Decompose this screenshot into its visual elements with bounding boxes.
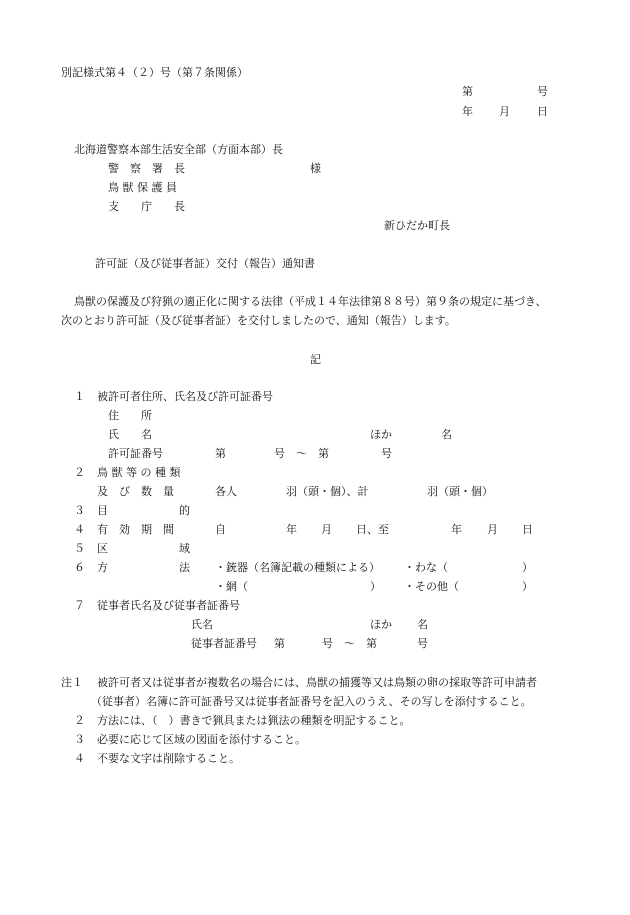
item-6-trap: ・わな（ (404, 561, 448, 574)
item-4-from: 自 (215, 523, 226, 536)
item-1-permit-dai: 第 (215, 447, 226, 460)
item-5-number: ５ (74, 542, 85, 555)
item-1-permit-number-label: 許可証番号 (108, 447, 163, 460)
item-5-label-b: 域 (179, 542, 190, 555)
number-prefix: 第 (462, 85, 473, 98)
item-1-number: １ (74, 390, 85, 403)
item-1-permit-go: 号 (381, 447, 392, 460)
item-6-net: ・網（ (215, 580, 248, 593)
note-4-text: 不要な文字は削除すること。 (97, 752, 240, 765)
note-1-line-2: （従事者）名簿に許可証番号又は従事者証番号を記入のうえ、その写しを添付すること。 (91, 695, 532, 708)
item-4-day-to: 日、至 (356, 523, 389, 536)
note-2-text: 方法には、（ ）書きで猟具または猟法の種類を明記すること。 (97, 714, 411, 727)
addressee-hq: 北海道警察本部生活安全部（方面本部）長 (74, 143, 283, 156)
item-2-unit: 羽（頭・個） (427, 485, 493, 498)
item-7-cert-number-label: 従事者証番号 (191, 637, 257, 650)
item-7-number: ７ (74, 599, 85, 612)
item-6-trap-close: ） (522, 561, 533, 574)
note-2-number: ２ (74, 714, 85, 727)
honorific: 様 (310, 162, 321, 175)
item-6-other: ・その他（ (404, 580, 459, 593)
document-title: 許可証（及び従事者証）交付（報告）通知書 (95, 257, 315, 270)
item-4-day-2: 日 (522, 523, 533, 536)
item-4-year-2: 年 (451, 523, 462, 536)
date-month: 月 (499, 105, 510, 118)
item-5-label-a: 区 (97, 542, 108, 555)
form-number: 別記様式第４（２）号（第７条関係） (61, 66, 248, 79)
item-4-label: 有 効 期 間 (97, 523, 174, 536)
addressee-wildlife-officer: 鳥 獣 保 護 員 (108, 181, 177, 194)
item-6-label-b: 法 (179, 561, 190, 574)
item-2-each: 各人 (215, 485, 237, 498)
note-1-line-1: 被許可者又は従事者が複数名の場合には、鳥獣の捕獲等又は鳥類の卵の採取等許可申請者 (97, 676, 537, 689)
item-7-mei: 名 (417, 618, 428, 631)
item-6-number: ６ (74, 561, 85, 574)
body-line-2: 次のとおり許可証（及び従事者証）を交付しましたので、通知（報告）します。 (61, 314, 456, 327)
item-2-label: 鳥 獣 等 の 種 類 (97, 466, 181, 479)
item-6-other-close: ） (522, 580, 533, 593)
item-4-year-1: 年 (286, 523, 297, 536)
item-6-gun: ・銃器（名簿記載の種類による） (215, 561, 380, 574)
item-1-hoka: ほか (370, 428, 392, 441)
item-7-label: 従事者氏名及び従事者証番号 (97, 599, 240, 612)
number-suffix: 号 (537, 85, 548, 98)
date-day: 日 (537, 105, 548, 118)
item-7-name-label: 氏名 (191, 618, 213, 631)
item-1-permit-range: 号 ～ 第 (274, 447, 329, 460)
item-1-mei: 名 (441, 428, 452, 441)
item-3-label-a: 目 (97, 504, 108, 517)
item-7-cert-go: 号 (417, 637, 428, 650)
item-4-month-1: 月 (321, 523, 332, 536)
item-7-hoka: ほか (370, 618, 392, 631)
item-1-address-label: 住 所 (108, 409, 152, 422)
item-6-net-close: ） (370, 580, 381, 593)
item-7-cert-range: 号 ～ 第 (322, 637, 377, 650)
item-2-number: ２ (74, 466, 85, 479)
item-6-label-a: 方 (97, 561, 108, 574)
addressee-police-chief: 警 察 署 長 (108, 162, 185, 175)
item-2-unit-total: 羽（頭・個）、計 (286, 485, 369, 498)
addressee-branch-chief: 支 庁 長 (108, 200, 185, 213)
item-3-label-b: 的 (179, 504, 190, 517)
item-4-month-2: 月 (487, 523, 498, 536)
ki-heading: 記 (310, 353, 321, 366)
item-1-label: 被許可者住所、氏名及び許可証番号 (97, 390, 273, 403)
body-line-1: 鳥獣の保護及び狩猟の適正化に関する法律（平成１４年法律第８８号）第９条の規定に基づき、 (74, 295, 547, 308)
item-2-count-label: 及 び 数 量 (97, 485, 174, 498)
item-7-cert-dai: 第 (274, 637, 285, 650)
item-3-number: ３ (74, 504, 85, 517)
note-4-number: ４ (74, 752, 85, 765)
item-1-name-label: 氏 名 (108, 428, 152, 441)
note-1-number: 注１ (61, 676, 83, 689)
date-year: 年 (462, 105, 473, 118)
sender: 新ひだか町長 (384, 219, 450, 232)
note-3-number: ３ (74, 733, 85, 746)
item-4-number: ４ (74, 523, 85, 536)
note-3-text: 必要に応じて区域の図面を添付すること。 (97, 733, 306, 746)
